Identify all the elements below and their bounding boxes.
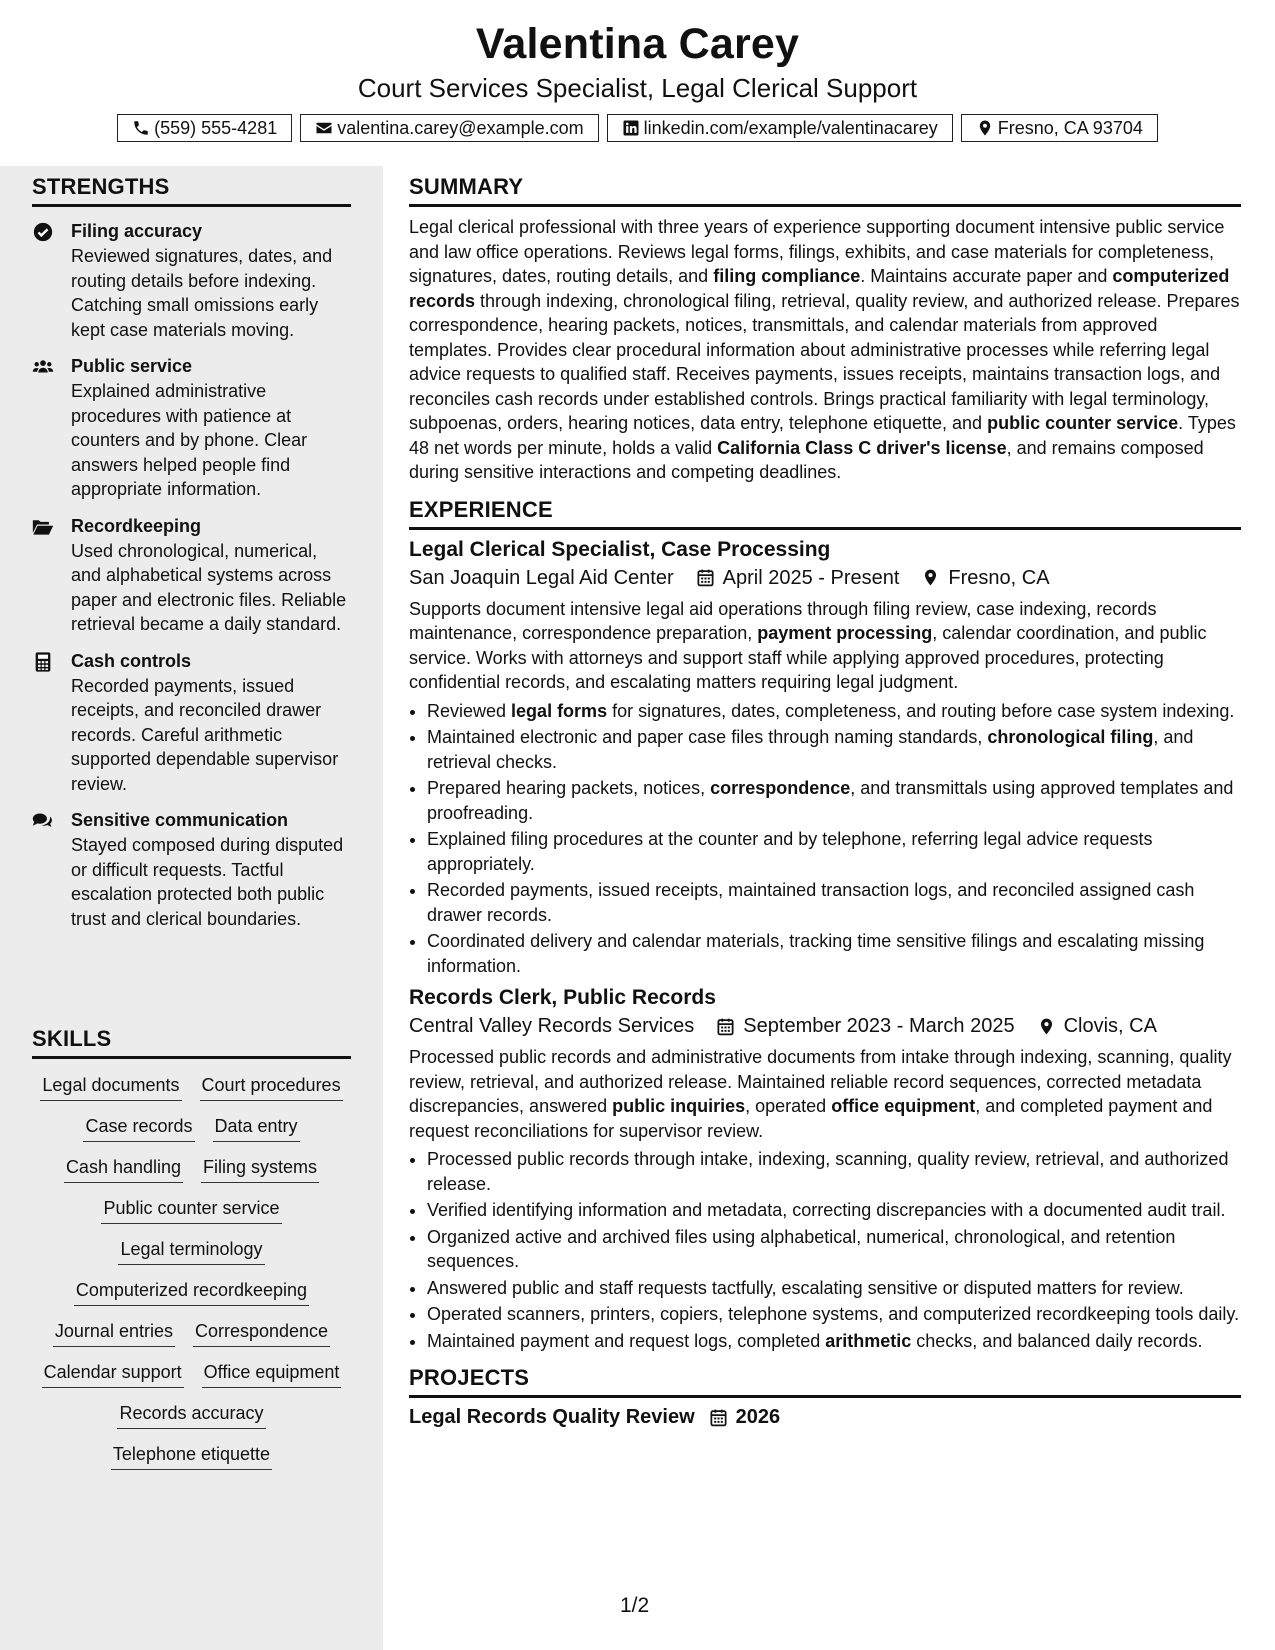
skill-tag: Legal terminology (118, 1237, 264, 1265)
strength-desc: Stayed composed during disputed or difficult requests. Tactful escalation protected both public trust and clerical boundaries. (71, 835, 344, 929)
strength-item (32, 219, 351, 342)
candidate-title: Court Services Specialist, Legal Clerical Support (357, 73, 918, 103)
job-bullet: • Prepared hearing packets, notices, correspondence, and transmittals using approved templates and proofreading. (427, 776, 1241, 825)
skill-tag: Office equipment (202, 1360, 342, 1388)
project-year: 2026 (735, 1406, 781, 1428)
contact-linkedin[interactable] (607, 114, 953, 142)
contact-linkedin-text: linkedin.com/example/valentinacarey (643, 117, 938, 138)
contact-email[interactable] (300, 114, 598, 142)
skills-heading: SKILLS (32, 1026, 351, 1059)
bold-keyword: arithmetic (825, 1330, 912, 1351)
calendar-icon (696, 568, 715, 587)
linkedin-icon (622, 119, 640, 137)
job-bullet: • Organized active and archived files using alphabetical, numerical, chronological, and retention sequences. (427, 1225, 1241, 1274)
skill-tag: Cash handling (64, 1155, 183, 1183)
folder-open-icon (32, 516, 54, 538)
summary-text: Legal clerical professional with three years of experience supporting document intensive public service and law office operations. Reviews legal forms, filings, exhibits, and case materials for completeness, signatures, dates, routing details, and filing compliance. Maintains accurate paper and computerized records through indexing, chronological filing, retrieval, quality review, and authorized release. Prepares correspondence, hearing packets, notices, transmittals, and calendar materials from approved templates. Provides clear procedural information about administrative processes while referring legal advice requests to qualified staff. Receives payments, issues receipts, maintains transaction logs, and reconciles cash records under established controls. Brings practical familiarity with legal terminology, subpoenas, orders, hearing notices, data entry, telephone etiquette, and public counter service. Types 48 net words per minute, holds a valid California Class C driver's license, and remains composed during sensitive interactions and competing deadlines. (409, 217, 1240, 482)
map-pin-icon (1037, 1017, 1056, 1036)
skill-tag: Court procedures (200, 1073, 343, 1101)
bold-keyword: correspondence (710, 778, 851, 798)
job-bullet: • Recorded payments, issued receipts, maintained transaction logs, and reconciled assigned cash drawer records. (427, 878, 1241, 927)
job-entry (409, 536, 1241, 979)
comments-icon (32, 810, 54, 832)
skills-section (32, 1026, 351, 1470)
job-description: Supports document intensive legal aid operations through filing review, case indexing, records maintenance, correspondence preparation, payment processing, calendar coordination, and public service. Works with attorneys and support staff while applying approved procedures, protecting confidential records, and escalating matters requiring legal judgment. (409, 598, 1207, 692)
job-description: Processed public records and administrative documents from intake through indexing, scanning, quality review, retrieval, and authorized release. Maintained reliable record sequences, corrected metadata discrepancies, answered public inquiries, operated office equipment, and completed payment and request reconciliations for supervisor review. (409, 1047, 1232, 1141)
map-pin-icon (921, 568, 940, 587)
project-title: Legal Records Quality Review (409, 1406, 695, 1428)
bold-keyword: office equipment (831, 1096, 976, 1116)
projects-section (409, 1365, 1241, 1429)
job-bullets (409, 1147, 1241, 1353)
job-title: Records Clerk, Public Records (409, 986, 716, 1009)
strength-title: Sensitive communication (71, 810, 289, 830)
experience-section (409, 497, 1241, 1354)
strength-item (32, 649, 351, 797)
calculator-icon (32, 651, 54, 673)
skills-list (32, 1073, 351, 1470)
projects-heading: PROJECTS (409, 1365, 1241, 1398)
contact-location[interactable] (961, 114, 1158, 142)
job-bullet: • Verified identifying information and metadata, correcting discrepancies with a documented audit trail. (427, 1198, 1241, 1223)
job-bullet: • Answered public and staff requests tactfully, escalating sensitive or disputed matters for review. (427, 1276, 1241, 1301)
project-entry (409, 1406, 1241, 1429)
skill-tag: Filing systems (201, 1155, 319, 1183)
strength-title: Cash controls (71, 650, 192, 671)
strength-desc: Recorded payments, issued receipts, and reconciled drawer records. Careful arithmetic supported dependable supervisor review. (71, 675, 339, 794)
contact-phone[interactable] (117, 114, 292, 142)
strength-item (32, 354, 351, 502)
summary-section (409, 174, 1241, 485)
strengths-heading: STRENGTHS (32, 174, 351, 207)
skill-tag: Case records (83, 1114, 194, 1142)
experience-heading: EXPERIENCE (409, 497, 1241, 530)
skill-tag: Correspondence (193, 1319, 330, 1347)
contact-bar (0, 114, 1275, 142)
strength-item (32, 514, 351, 637)
contact-phone-text: (559) 555-4281 (154, 117, 278, 138)
job-meta (409, 564, 1241, 592)
summary-heading: SUMMARY (409, 174, 1241, 207)
job-bullet: • Processed public records through intake, indexing, scanning, quality review, retrieval, and authorized release. (427, 1147, 1241, 1196)
skill-tag: Legal documents (40, 1073, 181, 1101)
main-content (409, 166, 1241, 1429)
job-location: Clovis, CA (1063, 1015, 1157, 1037)
strength-title: Public service (71, 356, 193, 376)
phone-icon (132, 119, 150, 137)
strength-desc: Explained administrative procedures with patience at counters and by phone. Clear answers helped people find appropriate information. (71, 381, 308, 499)
skill-tag: Telephone etiquette (111, 1442, 272, 1470)
page-number: 1/2 (620, 1594, 650, 1617)
job-bullet: • Coordinated delivery and calendar materials, tracking time sensitive filings and escalating missing information. (427, 929, 1241, 978)
bold-keyword: filing compliance (713, 266, 861, 286)
candidate-name: Valentina Carey (475, 20, 800, 68)
calendar-icon (709, 1408, 728, 1427)
envelope-icon (315, 119, 333, 137)
calendar-icon (716, 1017, 735, 1036)
skill-tag: Journal entries (53, 1319, 175, 1347)
job-company: San Joaquin Legal Aid Center (409, 566, 674, 589)
strength-desc: Reviewed signatures, dates, and routing details before indexing. Catching small omissions early kept case materials moving. (71, 246, 333, 340)
sidebar (0, 166, 383, 1650)
bold-keyword: public counter service (987, 413, 1179, 433)
strengths-section (32, 174, 351, 931)
strength-desc: Used chronological, numerical, and alphabetical systems across paper and electronic files. Reliable retrieval became a daily standard. (71, 540, 347, 634)
job-bullet: • Reviewed legal forms for signatures, dates, completeness, and routing before case system indexing. (427, 699, 1241, 724)
job-title: Legal Clerical Specialist, Case Processing (409, 537, 831, 561)
job-dates: September 2023 - March 2025 (743, 1015, 1015, 1037)
job-dates: April 2025 - Present (722, 566, 900, 589)
skill-tag: Records accuracy (117, 1401, 265, 1429)
skill-tag: Data entry (213, 1114, 300, 1142)
job-bullets (409, 699, 1241, 979)
strength-title: Recordkeeping (71, 515, 202, 536)
job-bullet: • Maintained payment and request logs, completed arithmetic checks, and balanced daily records. (427, 1329, 1241, 1354)
bold-keyword: chronological filing (987, 727, 1154, 747)
contact-email-text: valentina.carey@example.com (337, 117, 584, 138)
bold-keyword: California Class C driver's license (717, 437, 1007, 458)
job-bullet: • Explained filing procedures at the counter and by telephone, referring legal advice requests appropriately. (427, 827, 1241, 876)
job-entry (409, 984, 1241, 1353)
strength-title: Filing accuracy (71, 221, 203, 241)
strength-item (32, 808, 351, 931)
skill-tag: Calendar support (42, 1360, 184, 1388)
bold-keyword: legal forms (511, 700, 608, 721)
users-icon (32, 356, 54, 378)
resume-header (0, 0, 1275, 166)
job-location: Fresno, CA (948, 566, 1050, 589)
skill-tag: Computerized recordkeeping (74, 1278, 309, 1306)
skill-tag: Public counter service (101, 1196, 281, 1224)
bold-keyword: payment processing (757, 623, 933, 643)
check-circle-icon (32, 221, 54, 243)
job-bullet: • Maintained electronic and paper case files through naming standards, chronological filing, and retrieval checks. (427, 725, 1241, 774)
bold-keyword: computerized records (409, 266, 1230, 311)
job-meta (409, 1012, 1241, 1040)
job-bullet: • Operated scanners, printers, copiers, telephone systems, and computerized recordkeeping tools daily. (427, 1302, 1241, 1327)
contact-location-text: Fresno, CA 93704 (997, 117, 1143, 138)
job-company: Central Valley Records Services (409, 1015, 695, 1037)
map-pin-icon (976, 119, 994, 137)
bold-keyword: public inquiries (612, 1096, 746, 1116)
